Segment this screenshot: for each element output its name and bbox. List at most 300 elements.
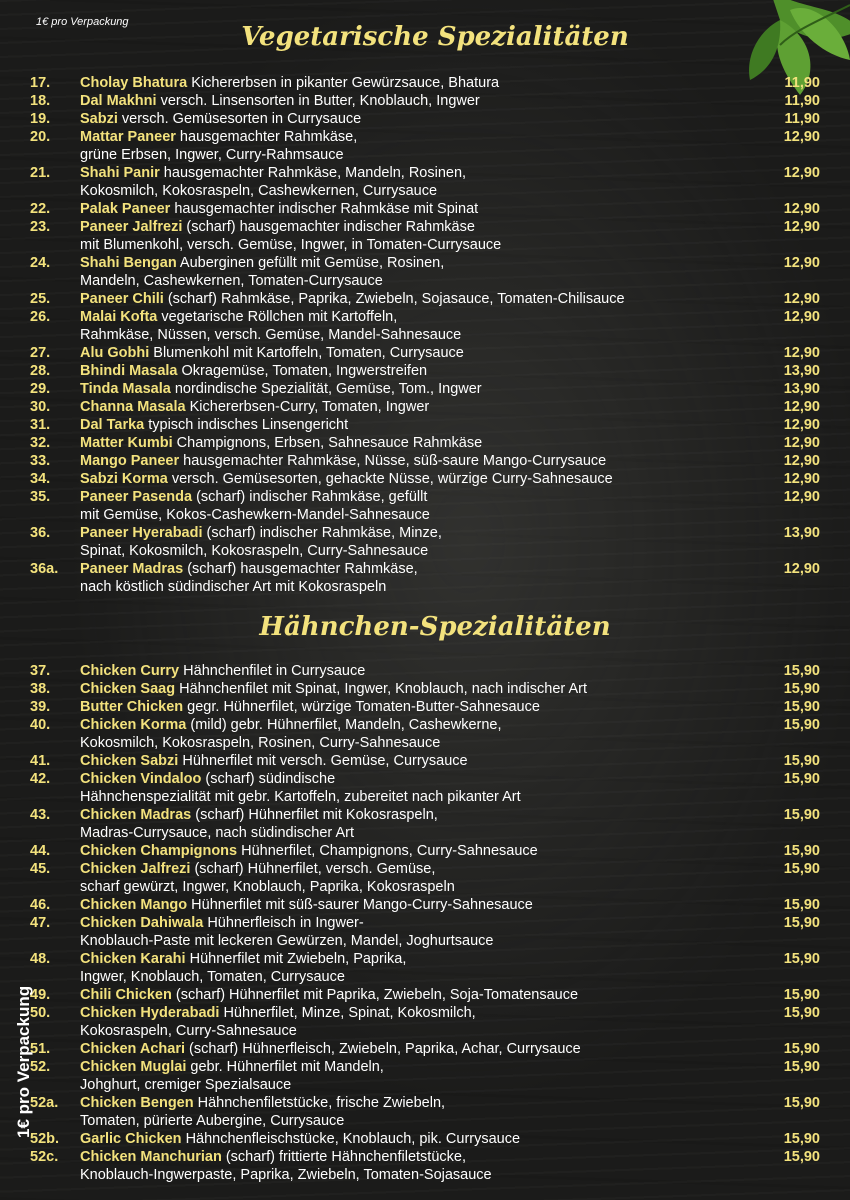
menu-item <box>30 806 820 842</box>
dish-description: (scharf) Hühnerfleisch, Zwiebeln, Paprika, Achar, Currysauce <box>185 1041 581 1057</box>
item-price: 12,90 <box>783 309 820 325</box>
item-price: 11,90 <box>784 93 820 109</box>
item-line <box>80 380 750 398</box>
item-line <box>80 716 750 734</box>
item-number: 37. <box>30 663 51 679</box>
item-text <box>80 752 750 770</box>
item-text <box>80 716 750 752</box>
item-line <box>80 218 750 236</box>
item-text <box>80 680 750 698</box>
dish-description-continued: Rahmkäse, Nüssen, versch. Gemüse, Mandel-Sahnesauce <box>80 327 462 343</box>
dish-name: Paneer Pasenda <box>80 489 193 505</box>
dish-name: Chicken Manchurian <box>80 1149 222 1165</box>
item-text <box>80 698 750 716</box>
item-text <box>80 344 750 362</box>
item-line <box>80 254 750 272</box>
item-text <box>80 1040 750 1058</box>
menu-item <box>30 398 820 416</box>
item-number: 48. <box>30 951 51 967</box>
dish-description: (scharf) Hühnerfilet, versch. Gemüse, <box>190 861 436 877</box>
menu-item <box>30 752 820 770</box>
item-price: 15,90 <box>783 1041 820 1057</box>
item-price: 15,90 <box>783 897 820 913</box>
item-number: 45. <box>30 861 51 877</box>
item-line <box>80 560 750 578</box>
item-number: 52a. <box>30 1095 59 1111</box>
dish-description: Hähnchenfleischstücke, Knoblauch, pik. Currysauce <box>181 1131 521 1147</box>
dish-name: Chicken Bengen <box>80 1095 194 1111</box>
item-text <box>80 218 750 254</box>
item-text <box>80 524 750 560</box>
item-text <box>80 560 750 596</box>
item-number: 46. <box>30 897 51 913</box>
dish-name: Tinda Masala <box>80 381 171 397</box>
section-title-vegetarian: Vegetarische Spezialitäten <box>241 22 629 52</box>
item-number: 26. <box>30 309 51 325</box>
item-line <box>80 128 750 146</box>
item-text <box>80 452 750 470</box>
dish-name: Sabzi <box>80 111 118 127</box>
dish-name: Chili Chicken <box>80 987 172 1003</box>
item-price: 12,90 <box>783 453 820 469</box>
item-price: 15,90 <box>783 861 820 877</box>
menu-item <box>30 842 820 860</box>
menu-item <box>30 986 820 1004</box>
item-number: 17. <box>30 75 51 91</box>
section-title-chicken: Hähnchen-Spezialitäten <box>259 612 611 642</box>
dish-description-continued: nach köstlich südindischer Art mit Kokosraspeln <box>80 579 387 595</box>
dish-name: Chicken Dahiwala <box>80 915 204 931</box>
menu-item <box>30 110 820 128</box>
dish-description: vegetarische Röllchen mit Kartoffeln, <box>157 309 398 325</box>
menu-item <box>30 1130 820 1148</box>
item-line <box>80 1094 750 1112</box>
item-line <box>80 344 750 362</box>
menu-item <box>30 416 820 434</box>
dish-description-continued: Knoblauch-Ingwerpaste, Paprika, Zwiebeln, Tomaten-Sojasauce <box>80 1167 492 1183</box>
item-line <box>80 1058 750 1076</box>
item-line <box>80 680 750 698</box>
item-line <box>80 1040 750 1058</box>
dish-name: Chicken Mango <box>80 897 188 913</box>
item-number: 19. <box>30 111 51 127</box>
item-text <box>80 290 750 308</box>
item-text <box>80 1058 750 1094</box>
item-price: 12,90 <box>783 399 820 415</box>
menu-item <box>30 344 820 362</box>
item-text <box>80 362 750 380</box>
dish-description-continued: Knoblauch-Paste mit leckeren Gewürzen, Mandel, Joghurtsauce <box>80 933 494 949</box>
dish-description: (scharf) Rahmkäse, Paprika, Zwiebeln, Sojasauce, Tomaten-Chilisauce <box>163 291 625 307</box>
dish-description: Hähnchenfilet in Currysauce <box>179 663 366 679</box>
item-number: 43. <box>30 807 51 823</box>
dish-description: (scharf) hausgemachter indischer Rahmkäse <box>182 219 475 235</box>
item-text <box>80 254 750 290</box>
item-price: 15,90 <box>783 951 820 967</box>
dish-name: Alu Gobhi <box>80 345 150 361</box>
item-price: 12,90 <box>783 471 820 487</box>
dish-description: Hühnerfleisch in Ingwer- <box>203 915 364 931</box>
dish-name: Malai Kofta <box>80 309 158 325</box>
item-price: 15,90 <box>783 1059 820 1075</box>
dish-description-continued: Kokosmilch, Kokosraspeln, Cashewkernen, Currysauce <box>80 183 438 199</box>
item-price: 15,90 <box>783 1149 820 1165</box>
item-price: 15,90 <box>783 753 820 769</box>
item-text <box>80 92 750 110</box>
dish-description: Okragemüse, Tomaten, Ingwerstreifen <box>177 363 428 379</box>
item-text <box>80 200 750 218</box>
item-price: 12,90 <box>783 417 820 433</box>
dish-description: gebr. Hühnerfilet mit Mandeln, <box>186 1059 384 1075</box>
item-line <box>80 698 750 716</box>
item-line <box>80 416 750 434</box>
dish-description: versch. Linsensorten in Butter, Knoblauch, Ingwer <box>156 93 480 109</box>
item-text <box>80 860 750 896</box>
dish-description: (scharf) Hühnerfilet mit Kokosraspeln, <box>191 807 438 823</box>
dish-description: nordindische Spezialität, Gemüse, Tom., Ingwer <box>170 381 482 397</box>
item-text <box>80 896 750 914</box>
item-number: 39. <box>30 699 51 715</box>
item-price: 12,90 <box>783 561 820 577</box>
item-price: 15,90 <box>783 1095 820 1111</box>
menu-item <box>30 470 820 488</box>
item-number: 32. <box>30 435 51 451</box>
item-line <box>80 842 750 860</box>
dish-description: hausgemachter indischer Rahmkäse mit Spinat <box>170 201 479 217</box>
item-number: 28. <box>30 363 51 379</box>
menu-item <box>30 362 820 380</box>
item-text <box>80 986 750 1004</box>
dish-description: typisch indisches Linsengericht <box>144 417 349 433</box>
menu-item <box>30 716 820 752</box>
dish-description: hausgemachter Rahmkäse, Mandeln, Rosinen, <box>159 165 467 181</box>
dish-description-continued: Ingwer, Knoblauch, Tomaten, Currysauce <box>80 969 345 985</box>
menu-item <box>30 74 820 92</box>
dish-description: Hähnchenfiletstücke, frische Zwiebeln, <box>193 1095 446 1111</box>
item-price: 12,90 <box>783 165 820 181</box>
dish-description-continued: Spinat, Kokosmilch, Kokosraspeln, Curry-Sahnesauce <box>80 543 429 559</box>
item-line <box>80 434 750 452</box>
item-text <box>80 74 750 92</box>
menu-item <box>30 92 820 110</box>
dish-name: Palak Paneer <box>80 201 171 217</box>
dish-description: Champignons, Erbsen, Sahnesauce Rahmkäse <box>172 435 483 451</box>
dish-description: hausgemachter Rahmkäse, <box>175 129 358 145</box>
dish-description: (scharf) indischer Rahmkäse, gefüllt <box>192 489 428 505</box>
item-price: 12,90 <box>783 255 820 271</box>
menu-item <box>30 380 820 398</box>
dish-name: Chicken Achari <box>80 1041 186 1057</box>
dish-name: Butter Chicken <box>80 699 184 715</box>
dish-name: Dal Makhni <box>80 93 157 109</box>
item-number: 23. <box>30 219 51 235</box>
menu-item <box>30 680 820 698</box>
dish-name: Chicken Jalfrezi <box>80 861 191 877</box>
dish-description-continued: Johghurt, cremiger Spezialsauce <box>80 1077 292 1093</box>
menu-item <box>30 200 820 218</box>
item-text <box>80 950 750 986</box>
dish-description-continued: Kokosmilch, Kokosraspeln, Rosinen, Curry-Sahnesauce <box>80 735 441 751</box>
item-line <box>80 806 750 824</box>
dish-description: Hähnchenfilet mit Spinat, Ingwer, Knoblauch, nach indischer Art <box>175 681 587 697</box>
item-line <box>80 986 750 1004</box>
dish-description-continued: mit Gemüse, Kokos-Cashewkern-Mandel-Sahnesauce <box>80 507 430 523</box>
item-text <box>80 1148 750 1184</box>
dish-description-continued: mit Blumenkohl, versch. Gemüse, Ingwer, in Tomaten-Currysauce <box>80 237 502 253</box>
chicken-menu-list <box>30 662 820 1184</box>
item-number: 52. <box>30 1059 51 1075</box>
dish-description: Kichererbsen in pikanter Gewürzsauce, Bhatura <box>187 75 500 91</box>
item-price: 12,90 <box>783 435 820 451</box>
item-number: 31. <box>30 417 51 433</box>
item-number: 22. <box>30 201 51 217</box>
item-line <box>80 164 750 182</box>
item-number: 40. <box>30 717 51 733</box>
item-price: 15,90 <box>783 771 820 787</box>
item-price: 15,90 <box>783 987 820 1003</box>
item-text <box>80 308 750 344</box>
item-price: 11,90 <box>784 111 820 127</box>
menu-item <box>30 1148 820 1184</box>
dish-description: (scharf) Hühnerfilet mit Paprika, Zwiebeln, Soja-Tomatensauce <box>171 987 579 1003</box>
menu-item <box>30 896 820 914</box>
item-text <box>80 488 750 524</box>
dish-description: (scharf) südindische <box>201 771 336 787</box>
dish-description-continued: Tomaten, pürierte Aubergine, Currysauce <box>80 1113 345 1129</box>
dish-description: Hühnerfilet mit versch. Gemüse, Currysauce <box>178 753 468 769</box>
item-line <box>80 752 750 770</box>
dish-name: Chicken Curry <box>80 663 180 679</box>
item-line <box>80 92 750 110</box>
item-price: 12,90 <box>783 129 820 145</box>
dish-description-continued: scharf gewürzt, Ingwer, Knoblauch, Paprika, Kokosraspeln <box>80 879 455 895</box>
dish-description-continued: Hähnchenspezialität mit gebr. Kartoffeln, zubereitet nach pikanter Art <box>80 789 521 805</box>
item-price: 12,90 <box>783 291 820 307</box>
dish-name: Mango Paneer <box>80 453 180 469</box>
item-line <box>80 308 750 326</box>
item-price: 12,90 <box>783 489 820 505</box>
item-number: 36. <box>30 525 51 541</box>
item-number: 41. <box>30 753 51 769</box>
item-line <box>80 914 750 932</box>
item-line <box>80 488 750 506</box>
dish-name: Chicken Vindaloo <box>80 771 202 787</box>
item-number: 36a. <box>30 561 59 577</box>
item-price: 15,90 <box>783 843 820 859</box>
item-price: 12,90 <box>783 219 820 235</box>
menu-item <box>30 524 820 560</box>
menu-item <box>30 1040 820 1058</box>
menu-item <box>30 950 820 986</box>
menu-item <box>30 770 820 806</box>
item-number: 24. <box>30 255 51 271</box>
dish-name: Cholay Bhatura <box>80 75 188 91</box>
dish-name: Chicken Karahi <box>80 951 186 967</box>
item-line <box>80 74 750 92</box>
dish-description: Hühnerfilet, Champignons, Curry-Sahnesauce <box>237 843 538 859</box>
menu-item <box>30 560 820 596</box>
item-text <box>80 416 750 434</box>
packaging-note: 1€ pro Verpackung <box>36 16 129 28</box>
item-text <box>80 110 750 128</box>
item-line <box>80 362 750 380</box>
item-text <box>80 380 750 398</box>
item-line <box>80 470 750 488</box>
item-number: 38. <box>30 681 51 697</box>
item-line <box>80 950 750 968</box>
dish-description-continued: grüne Erbsen, Ingwer, Curry-Rahmsauce <box>80 147 344 163</box>
menu-item <box>30 1004 820 1040</box>
dish-description: gegr. Hühnerfilet, würzige Tomaten-Butter-Sahnesauce <box>183 699 540 715</box>
dish-name: Shahi Bengan <box>80 255 177 271</box>
item-number: 50. <box>30 1005 51 1021</box>
item-text <box>80 662 750 680</box>
item-line <box>80 1148 750 1166</box>
item-text <box>80 914 750 950</box>
item-number: 27. <box>30 345 51 361</box>
dish-name: Chicken Saag <box>80 681 176 697</box>
dish-description: Hühnerfilet, Minze, Spinat, Kokosmilch, <box>219 1005 476 1021</box>
menu-item <box>30 488 820 524</box>
dish-description: (scharf) indischer Rahmkäse, Minze, <box>202 525 442 541</box>
item-line <box>80 398 750 416</box>
item-price: 15,90 <box>783 1131 820 1147</box>
item-line <box>80 200 750 218</box>
item-number: 49. <box>30 987 51 1003</box>
menu-item <box>30 1058 820 1094</box>
item-line <box>80 896 750 914</box>
item-number: 44. <box>30 843 51 859</box>
dish-description: Blumenkohl mit Kartoffeln, Tomaten, Currysauce <box>149 345 464 361</box>
item-price: 11,90 <box>784 75 820 91</box>
item-number: 51. <box>30 1041 51 1057</box>
dish-description: Auberginen gefüllt mit Gemüse, Rosinen, <box>176 255 445 271</box>
menu-item <box>30 452 820 470</box>
dish-name: Chicken Champignons <box>80 843 238 859</box>
item-number: 20. <box>30 129 51 145</box>
menu-item <box>30 698 820 716</box>
dish-description: (scharf) hausgemachter Rahmkäse, <box>183 561 418 577</box>
item-number: 52c. <box>30 1149 59 1165</box>
dish-description-continued: Madras-Currysauce, nach südindischer Art <box>80 825 355 841</box>
item-number: 42. <box>30 771 51 787</box>
item-number: 30. <box>30 399 51 415</box>
item-number: 35. <box>30 489 51 505</box>
menu-item <box>30 662 820 680</box>
item-line <box>80 770 750 788</box>
item-text <box>80 398 750 416</box>
item-number: 52b. <box>30 1131 60 1147</box>
dish-name: Paneer Chili <box>80 291 164 307</box>
dish-name: Paneer Jalfrezi <box>80 219 183 235</box>
item-line <box>80 524 750 542</box>
item-number: 29. <box>30 381 51 397</box>
item-price: 15,90 <box>783 699 820 715</box>
dish-description: (scharf) frittierte Hähnchenfiletstücke, <box>221 1149 466 1165</box>
menu-item <box>30 1094 820 1130</box>
menu-item <box>30 164 820 200</box>
menu-item <box>30 860 820 896</box>
item-number: 34. <box>30 471 51 487</box>
dish-name: Garlic Chicken <box>80 1131 182 1147</box>
item-text <box>80 434 750 452</box>
item-price: 15,90 <box>783 807 820 823</box>
item-text <box>80 806 750 842</box>
dish-description-continued: Kokosraspeln, Curry-Sahnesauce <box>80 1023 297 1039</box>
item-price: 15,90 <box>783 717 820 733</box>
dish-description: Hühnerfilet mit Zwiebeln, Paprika, <box>185 951 407 967</box>
item-text <box>80 842 750 860</box>
item-number: 33. <box>30 453 51 469</box>
item-price: 15,90 <box>783 663 820 679</box>
dish-name: Chicken Korma <box>80 717 187 733</box>
menu-item <box>30 290 820 308</box>
dish-name: Chicken Sabzi <box>80 753 179 769</box>
dish-name: Chicken Madras <box>80 807 192 823</box>
dish-name: Sabzi Korma <box>80 471 168 487</box>
item-line <box>80 860 750 878</box>
side-packaging-note: 1€ pro Verpackung <box>14 985 33 1138</box>
item-text <box>80 1094 750 1130</box>
item-number: 25. <box>30 291 51 307</box>
item-text <box>80 1004 750 1040</box>
dish-name: Mattar Paneer <box>80 129 176 145</box>
dish-description: versch. Gemüsesorten, gehackte Nüsse, würzige Curry-Sahnesauce <box>167 471 613 487</box>
item-text <box>80 164 750 200</box>
vegetarian-menu-list <box>30 74 820 596</box>
dish-name: Chicken Muglai <box>80 1059 187 1075</box>
menu-item <box>30 128 820 164</box>
item-line <box>80 110 750 128</box>
item-line <box>80 290 750 308</box>
dish-name: Dal Tarka <box>80 417 145 433</box>
item-price: 15,90 <box>783 915 820 931</box>
item-line <box>80 1004 750 1022</box>
dish-name: Chicken Hyderabadi <box>80 1005 220 1021</box>
dish-description: (mild) gebr. Hühnerfilet, Mandeln, Cashewkerne, <box>186 717 502 733</box>
menu-item <box>30 914 820 950</box>
item-price: 13,90 <box>783 381 820 397</box>
dish-name: Shahi Panir <box>80 165 160 181</box>
dish-name: Paneer Madras <box>80 561 184 577</box>
item-text <box>80 1130 750 1148</box>
dish-description-continued: Mandeln, Cashewkernen, Tomaten-Currysauce <box>80 273 383 289</box>
item-price: 15,90 <box>783 681 820 697</box>
dish-name: Channa Masala <box>80 399 186 415</box>
menu-item <box>30 254 820 290</box>
item-text <box>80 128 750 164</box>
dish-name: Paneer Hyerabadi <box>80 525 203 541</box>
item-price: 12,90 <box>783 201 820 217</box>
dish-description: Hühnerfilet mit süß-saurer Mango-Curry-Sahnesauce <box>187 897 533 913</box>
item-price: 13,90 <box>783 363 820 379</box>
item-line <box>80 452 750 470</box>
dish-name: Bhindi Masala <box>80 363 178 379</box>
item-number: 21. <box>30 165 51 181</box>
dish-name: Matter Kumbi <box>80 435 173 451</box>
item-price: 13,90 <box>783 525 820 541</box>
item-line <box>80 662 750 680</box>
item-price: 12,90 <box>783 345 820 361</box>
dish-description: versch. Gemüsesorten in Currysauce <box>117 111 362 127</box>
dish-description: Kichererbsen-Curry, Tomaten, Ingwer <box>185 399 430 415</box>
item-text <box>80 770 750 806</box>
menu-item <box>30 308 820 344</box>
item-price: 15,90 <box>783 1005 820 1021</box>
item-line <box>80 1130 750 1148</box>
item-text <box>80 470 750 488</box>
dish-description: hausgemachter Rahmkäse, Nüsse, süß-saure Mango-Currysauce <box>179 453 607 469</box>
